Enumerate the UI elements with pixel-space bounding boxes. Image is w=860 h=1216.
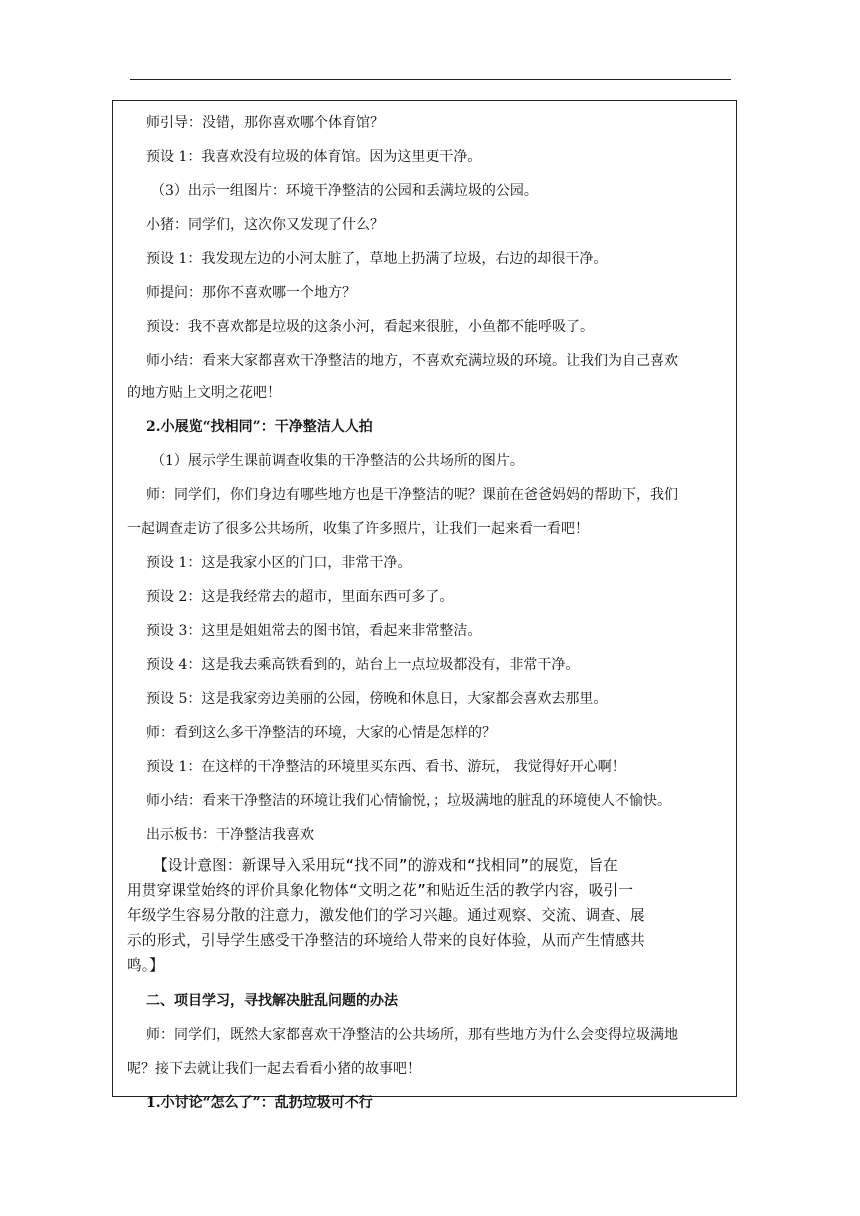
paragraph: 师提问：那你不喜欢哪一个地方？ [146,285,356,301]
paragraph: 预设 1：在这样的干净整洁的环境里买东西、看书、游玩， 我觉得好开心啊！ [146,759,626,775]
paragraph: 师：同学们，你们身边有哪些地方也是干净整洁的呢？课前在爸爸妈妈的帮助下，我们 [146,487,678,503]
paragraph: 师：同学们，既然大家都喜欢干净整洁的公共场所，那有些地方为什么会变得垃圾满地 [146,1027,678,1043]
paragraph: 预设 5：这是我家旁边美丽的公园，傍晚和休息日，大家都会喜欢去那里。 [146,691,608,707]
paragraph-continued: 呢？接下去就让我们一起去看看小猪的故事吧！ [127,1061,421,1077]
paragraph: （1）展示学生课前调查收集的干净整洁的公共场所的图片。 [151,453,524,469]
design-intent: 【设计意图：新课导入采用玩“找不同”的游戏和“找相同”的展览，旨在 [153,857,618,874]
paragraph: 师：看到这么多干净整洁的环境，大家的心情是怎样的？ [146,725,496,741]
design-intent-continued: 用贯穿课堂始终的评价具象化物体“文明之花”和贴近生活的教学内容，吸引一 [127,882,634,899]
design-intent-continued: 年级学生容易分散的注意力，激发他们的学习兴趣。通过观察、交流、调查、展 [127,907,645,924]
paragraph: 预设 3：这里是姐姐常去的图书馆，看起来非常整洁。 [146,623,482,639]
paragraph: 师小结：看来大家都喜欢干净整洁的地方，不喜欢充满垃圾的环境。让我们为自己喜欢 [146,353,678,369]
paragraph: 预设 1：我发现左边的小河太脏了，草地上扔满了垃圾，右边的却很干净。 [146,251,608,267]
section-heading: 1.小讨论“怎么了”：乱扔垃圾可不行 [146,1095,373,1111]
paragraph-continued: 一起调查走访了很多公共场所，收集了许多照片，让我们一起来看一看吧！ [127,521,589,537]
paragraph: 预设 1：我喜欢没有垃圾的体育馆。因为这里更干净。 [146,149,482,165]
section-heading: 2.小展览“找相同”：干净整洁人人拍 [146,419,373,435]
paragraph: 师引导：没错，那你喜欢哪个体育馆？ [146,115,384,131]
paragraph: （3）出示一组图片：环境干净整洁的公园和丢满垃圾的公园。 [151,183,538,199]
paragraph: 出示板书：干净整洁我喜欢 [146,827,314,843]
section-heading: 二、项目学习，寻找解决脏乱问题的办法 [146,993,398,1009]
header-rule [130,79,731,80]
paragraph: 预设 2：这是我经常去的超市，里面东西可多了。 [146,589,454,605]
paragraph: 预设 4：这是我去乘高铁看到的，站台上一点垃圾都没有，非常干净。 [146,657,580,673]
paragraph: 预设 1：这是我家小区的门口，非常干净。 [146,555,412,571]
paragraph: 小猪：同学们，这次你又发现了什么？ [146,217,384,233]
paragraph: 预设：我不喜欢都是垃圾的这条小河，看起来很脏，小鱼都不能呼吸了。 [146,319,594,335]
design-intent-continued: 示的形式，引导学生感受干净整洁的环境给人带来的良好体验，从而产生情感共 [127,932,645,949]
paragraph-continued: 的地方贴上文明之花吧！ [127,385,281,401]
paragraph: 师小结：看来干净整洁的环境让我们心情愉悦，；垃圾满地的脏乱的环境使人不愉快。 [146,793,671,809]
design-intent-continued: 鸣。】 [127,957,165,974]
content-table [112,100,737,1111]
